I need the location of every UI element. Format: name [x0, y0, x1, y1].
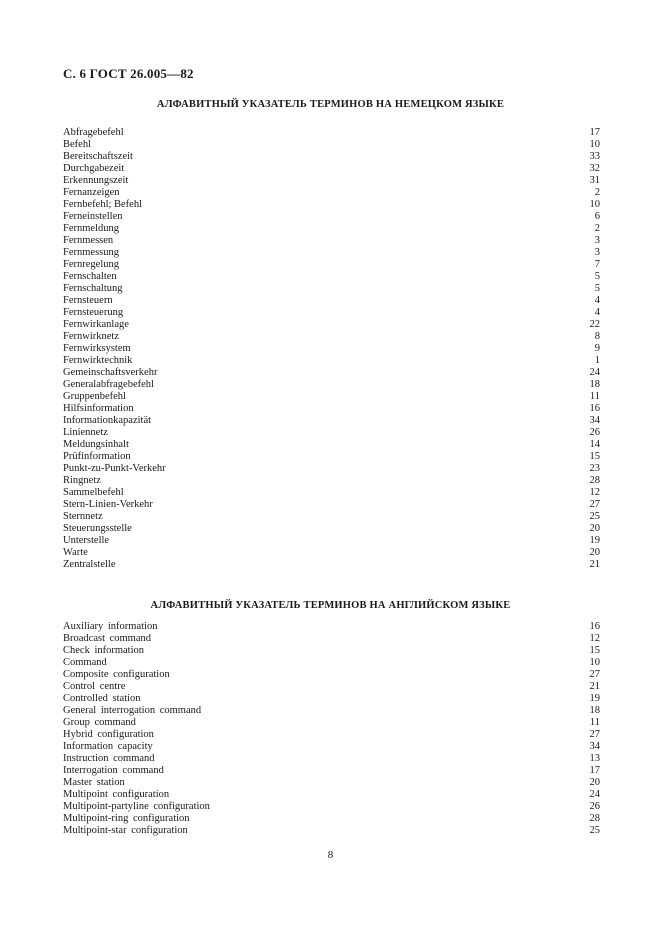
index-term: Abfragebefehl — [63, 127, 124, 138]
index-term-number: 33 — [589, 151, 600, 162]
index-term: Multipoint-partyline configuration — [63, 801, 210, 812]
index-term-number: 21 — [589, 559, 600, 570]
index-entry — [63, 657, 600, 669]
index-term: Interrogation command — [63, 765, 164, 776]
index-term: Sammelbefehl — [63, 487, 124, 498]
index-term-number: 12 — [589, 487, 600, 498]
index-entry — [63, 139, 600, 151]
page-number: 8 — [327, 849, 334, 861]
index-term: Ferneinstellen — [63, 211, 123, 222]
english-index-title: АЛФАВИТНЫЙ УКАЗАТЕЛЬ ТЕРМИНОВ НА АНГЛИЙСКОМ ЯЗЫКЕ — [150, 600, 511, 611]
index-term: Bereitschaftszeit — [63, 151, 133, 162]
index-entry — [63, 475, 600, 487]
index-term: Fernwirknetz — [63, 331, 119, 342]
index-term-number: 34 — [589, 415, 600, 426]
document-header: С. 6 ГОСТ 26.005—82 — [63, 66, 194, 81]
index-term: Zentralstelle — [63, 559, 116, 570]
index-term-number: 26 — [589, 801, 600, 812]
index-entry — [63, 499, 600, 511]
index-term: Command — [63, 657, 107, 668]
index-entry — [63, 645, 600, 657]
index-entry — [63, 559, 600, 571]
index-term-number: 18 — [589, 379, 600, 390]
index-term: Befehl — [63, 139, 91, 150]
index-term-number: 16 — [589, 403, 600, 414]
index-term: Meldungsinhalt — [63, 439, 129, 450]
index-term-number: 17 — [589, 765, 600, 776]
index-term-number: 27 — [589, 669, 600, 680]
index-term-number: 1 — [594, 355, 600, 366]
index-term: Fernschalten — [63, 271, 117, 282]
index-entry — [63, 211, 600, 223]
index-term-number: 4 — [594, 307, 600, 318]
index-term-number: 9 — [594, 343, 600, 354]
index-entry — [63, 729, 600, 741]
german-index-title: АЛФАВИТНЫЙ УКАЗАТЕЛЬ ТЕРМИНОВ НА НЕМЕЦКОМ ЯЗЫКЕ — [156, 99, 505, 110]
index-term: Stern-Linien-Verkehr — [63, 499, 153, 510]
index-term-number: 27 — [589, 499, 600, 510]
index-term-number: 19 — [589, 693, 600, 704]
index-term: Durchgabezeit — [63, 163, 125, 174]
index-term: Fernwirktechnik — [63, 355, 133, 366]
index-entry — [63, 523, 600, 535]
index-term-number: 5 — [594, 271, 600, 282]
index-term: Control centre — [63, 681, 126, 692]
index-term: Information capacity — [63, 741, 153, 752]
index-term-number: 20 — [589, 523, 600, 534]
index-term-number: 17 — [589, 127, 600, 138]
index-term: Fernsteuern — [63, 295, 113, 306]
index-term-number: 19 — [589, 535, 600, 546]
index-term-number: 11 — [589, 717, 600, 728]
index-entry — [63, 415, 600, 427]
index-term: Check information — [63, 645, 145, 656]
index-term: Fernwirksystem — [63, 343, 131, 354]
index-entry — [63, 331, 600, 343]
index-term-number: 3 — [594, 247, 600, 258]
index-entry — [63, 789, 600, 801]
index-entry — [63, 367, 600, 379]
index-term-number: 15 — [589, 451, 600, 462]
index-term-number: 12 — [589, 633, 600, 644]
index-entry — [63, 717, 600, 729]
index-term: Unterstelle — [63, 535, 110, 546]
index-term-number: 16 — [589, 621, 600, 632]
index-entry — [63, 777, 600, 789]
index-entry — [63, 403, 600, 415]
index-entry — [63, 813, 600, 825]
index-term-number: 3 — [594, 235, 600, 246]
index-term: Ringnetz — [63, 475, 101, 486]
index-term-number: 25 — [589, 511, 600, 522]
index-term: Fernmessen — [63, 235, 114, 246]
index-entry — [63, 223, 600, 235]
index-entry — [63, 175, 600, 187]
index-term-number: 10 — [589, 139, 600, 150]
german-index-list — [63, 127, 600, 571]
index-term: Sternnetz — [63, 511, 103, 522]
index-term-number: 22 — [589, 319, 600, 330]
index-entry — [63, 271, 600, 283]
index-entry — [63, 681, 600, 693]
index-entry — [63, 705, 600, 717]
index-term-number: 21 — [589, 681, 600, 692]
index-term: Prüfinformation — [63, 451, 131, 462]
index-term: Liniennetz — [63, 427, 108, 438]
index-entry — [63, 633, 600, 645]
index-term-number: 24 — [589, 367, 600, 378]
index-term-number: 11 — [589, 391, 600, 402]
index-term-number: 2 — [594, 187, 600, 198]
index-term-number: 10 — [589, 657, 600, 668]
index-entry — [63, 295, 600, 307]
index-entry — [63, 427, 600, 439]
index-term: Erkennungszeit — [63, 175, 129, 186]
index-term: Fernschaltung — [63, 283, 123, 294]
index-term-number: 20 — [589, 547, 600, 558]
index-term: Warte — [63, 547, 88, 558]
index-term-number: 34 — [589, 741, 600, 752]
index-entry — [63, 535, 600, 547]
index-term: Multipoint-star configuration — [63, 825, 188, 836]
index-entry — [63, 765, 600, 777]
index-term-number: 2 — [594, 223, 600, 234]
index-term: Punkt-zu-Punkt-Verkehr — [63, 463, 166, 474]
index-entry — [63, 127, 600, 139]
index-term-number: 18 — [589, 705, 600, 716]
index-term: Hilfsinformation — [63, 403, 134, 414]
index-term: Controlled station — [63, 693, 141, 704]
index-entry — [63, 307, 600, 319]
index-entry — [63, 621, 600, 633]
index-term: Multipoint configuration — [63, 789, 170, 800]
index-entry — [63, 669, 600, 681]
index-term: General interrogation command — [63, 705, 202, 716]
index-entry — [63, 511, 600, 523]
index-term-number: 23 — [589, 463, 600, 474]
index-entry — [63, 151, 600, 163]
index-term: Instruction command — [63, 753, 155, 764]
index-entry — [63, 355, 600, 367]
index-term-number: 28 — [589, 813, 600, 824]
index-entry — [63, 199, 600, 211]
index-entry — [63, 247, 600, 259]
index-term: Fernmessung — [63, 247, 119, 258]
index-entry — [63, 741, 600, 753]
index-term-number: 13 — [589, 753, 600, 764]
index-entry — [63, 283, 600, 295]
index-term-number: 10 — [589, 199, 600, 210]
index-entry — [63, 487, 600, 499]
index-entry — [63, 753, 600, 765]
index-term: Master station — [63, 777, 125, 788]
index-term: Fernanzeigen — [63, 187, 120, 198]
index-entry — [63, 451, 600, 463]
index-term-number: 4 — [594, 295, 600, 306]
index-term-number: 32 — [589, 163, 600, 174]
index-entry — [63, 801, 600, 813]
index-term: Fernsteuerung — [63, 307, 124, 318]
index-term-number: 20 — [589, 777, 600, 788]
index-term: Broadcast command — [63, 633, 152, 644]
index-term: Auxiliary information — [63, 621, 158, 632]
index-term: Steuerungsstelle — [63, 523, 132, 534]
index-term-number: 5 — [594, 283, 600, 294]
index-entry — [63, 391, 600, 403]
index-entry — [63, 235, 600, 247]
index-entry — [63, 187, 600, 199]
index-term: Fernregelung — [63, 259, 119, 270]
index-term-number: 7 — [594, 259, 600, 270]
index-term-number: 31 — [589, 175, 600, 186]
index-term: Fernbefehl; Befehl — [63, 199, 143, 210]
index-entry — [63, 379, 600, 391]
index-entry — [63, 439, 600, 451]
index-term: Fernmeldung — [63, 223, 119, 234]
index-entry — [63, 463, 600, 475]
index-term: Multipoint-ring configuration — [63, 813, 190, 824]
index-entry — [63, 547, 600, 559]
index-term-number: 8 — [594, 331, 600, 342]
index-term: Composite configuration — [63, 669, 170, 680]
index-term-number: 24 — [589, 789, 600, 800]
index-entry — [63, 693, 600, 705]
index-term-number: 25 — [589, 825, 600, 836]
index-entry — [63, 343, 600, 355]
index-entry — [63, 319, 600, 331]
index-entry — [63, 259, 600, 271]
index-term-number: 27 — [589, 729, 600, 740]
english-index-list — [63, 621, 600, 837]
index-term-number: 26 — [589, 427, 600, 438]
index-term-number: 28 — [589, 475, 600, 486]
index-term: Informationkapazität — [63, 415, 152, 426]
index-term: Gemeinschaftsverkehr — [63, 367, 158, 378]
index-term-number: 14 — [589, 439, 600, 450]
index-term: Fernwirkanlage — [63, 319, 129, 330]
index-entry — [63, 163, 600, 175]
index-term: Hybrid configuration — [63, 729, 154, 740]
index-entry — [63, 825, 600, 837]
index-term: Gruppenbefehl — [63, 391, 126, 402]
index-term-number: 6 — [594, 211, 600, 222]
index-term-number: 15 — [589, 645, 600, 656]
index-term: Generalabfragebefehl — [63, 379, 154, 390]
index-term: Group command — [63, 717, 136, 728]
